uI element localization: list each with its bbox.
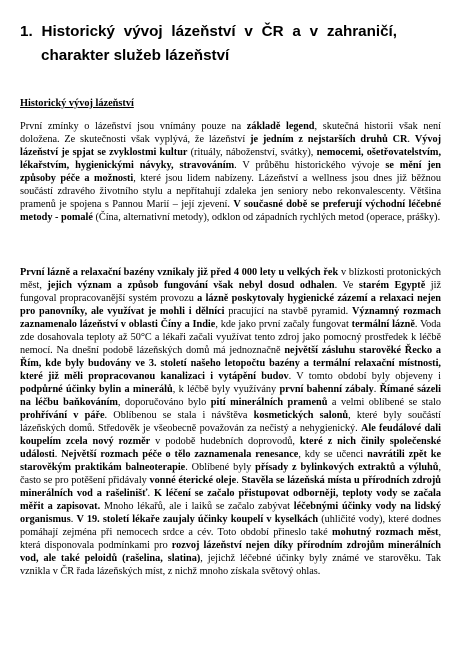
chapter-heading-line-2: charakter služeb lázeňství [41,47,230,64]
text-run: již fungoval propracovanější systém provozu [20,280,442,305]
text-run: . Oblíbené byly [185,462,256,474]
bold-text-run: starém Egyptě [358,280,426,292]
chapter-heading [20,20,440,68]
text-run: . [70,514,77,526]
bold-text-run: první bahenní zábaly [279,384,374,396]
text-run: (uhličité vody), které dodnes pomáhají zejména při nemocech srdce a cév. Toto období přineslo také [20,514,441,539]
text-run: . [147,488,154,500]
bold-text-run: Významný rozmach zaznamenalo lázeňství v oblasti Číny a Indie [20,306,441,331]
text-run: a velmi oblíbené se stalo [327,397,441,409]
text-run: v blízkosti protonických měst, [20,267,441,292]
chapter-heading-line-1: 1. Historický vývoj lázeňství v ČR a v zahraničí, [20,23,397,40]
bold-text-run: Římané sázeli na léčbu baňkováním [20,384,441,409]
bold-text-run: Největší rozmach péče o tělo zaznamenala renesance [61,449,299,461]
bold-text-run: navrátili zpět ke starověkým praktikám balneoterapie [20,449,442,474]
bold-text-run: V současné době se preferují východní léčebné metody - pomalé [20,199,442,224]
bold-text-run: (rašelina, slatina) [122,553,201,565]
text-run: , často se pro potěšení přidávaly [20,462,441,487]
text-run: , k léčbě byly využívány [172,384,280,396]
text-run: , jejichž léčebné účinky byly známé ve starověku. Tak vznikla v ČR řada lázeňských míst, z nichž mnoho získala světový ohlas. [20,553,442,578]
bold-text-run: Ale feudálové dali koupelím zcela nový rozměr [20,423,441,448]
bold-text-run: rozvoj lázeňství nejen díky přírodním zdrojům minerálních vod, ale také peloidů [20,540,442,565]
text-run: pracující na stavbě pyramid. [224,306,352,318]
bold-text-run: které z nich činily společenské události [20,436,441,461]
bold-text-run: První lázně a relaxační bazény vznikaly již před 4 000 lety u velkých řek [20,267,339,279]
bold-text-run: podpůrné účinky bylin a minerálů [20,384,173,396]
text-run: . Ve [334,280,359,292]
bold-text-run: a lázně poskytovaly hygienické zázemí a relaxaci nejen pro panovníky, ale využívat je mohli i dělníci [20,293,441,318]
bold-text-run: přísady z bylinkových extraktů a výluhů [255,462,439,474]
bold-text-run: Vývoj lázeňství je spjat se zvyklostmi kultur [20,134,442,159]
bold-text-run: mohutný rozmach měst [332,527,439,539]
bold-text-run: jejich význam a způsob fungování však nebyl dosud odhalen [47,280,335,292]
bold-text-run: pití minerálních pramenů [210,397,328,409]
paragraph-2 [20,266,441,578]
text-run: v podobě hudebních doprovodů, [150,436,300,448]
text-run: (Čína, alternativní metody), odklon od západních rychlých metod (operace, prášky). [92,212,441,224]
text-run: (rituály, náboženství, svátky), [187,147,317,159]
bold-text-run: K léčení se začalo přistupovat odborněji, teploty vody se začala měřit a zapisovat. [20,488,442,513]
text-run: , které byly součástí lázeňských domů. Středověk je všeobecně považován za nečistý a nehygienický. [20,410,442,435]
bold-text-run: kosmetických salonů [253,410,349,422]
text-run: , skutečná historii však není doložena. Ze skutečnosti však vyplývá, že lázeňství [20,121,441,146]
text-run: . [54,449,62,461]
text-run: . [407,134,415,146]
bold-text-run: Stavěla se lázeňská místa u přírodních zdrojů minerálních vod a rašelinišť [20,475,441,500]
text-run: První zmínky o lázeňství jsou vnímány pouze na [20,121,247,133]
text-run: Mnoho lékařů, ale i laiků se začalo zabývat [100,501,294,513]
text-run: . Oblíbenou se stala i návštěva [104,410,254,422]
bold-text-run: základě legend [246,121,315,133]
bold-text-run: léčebnými účinky vody na lidský organismus [20,501,442,526]
paragraph-1 [20,120,441,224]
text-run: . [236,475,242,487]
bold-text-run: prohřívání v páře [20,410,105,422]
bold-text-run: vonné éterické oleje [149,475,237,487]
text-run: . V tomto období byly objeveny i [288,371,441,383]
text-run: , doporučováno bylo [117,397,211,409]
bold-text-run: se mění jen způsoby péče a možnosti [20,160,442,185]
bold-text-run: V 19. století lékaře zaujaly účinky koupelí v kyselkách [76,514,319,526]
section-title: Historický vývoj lázeňství [20,98,134,109]
text-run: , která disponovala podmínkami pro [20,527,441,552]
text-run: , kde jako první začaly fungovat [215,319,352,331]
bold-text-run: termální lázně [351,319,415,331]
text-run: . V průběhu historického vývoje [234,160,386,172]
text-run: . [373,384,380,396]
bold-text-run: je jedním z nejstarších druhů CR [250,134,408,146]
text-run: . Voda zde dosahovala teploty až 50°C a lékaři začali využívat tento zdroj jako pomocný prostředek k léčbě nemocí. Na dnešní podobě lázeňských domů má jednoznačně [20,319,441,357]
text-run: , kdy se učenci [298,449,368,461]
text-run: , které jsou lidem nabízeny. Lázeňství a wellness jsou dnes již běžnou součástí zdravého životního stylu a nepřítahují zdaleka jen seniory nebo rekonvalescenty. Většina pramenů je spojena s Pannou Marií – její zjevení. [20,173,441,211]
bold-text-run: nemocemi, ošetřovatelstvím, lékařstvím, hygienickými návyky, stravováním [20,147,442,172]
bold-text-run: největší zásluhu starověké Řecko a Řím, kde byly budovány ve 3. století našeho letopočtu bazény a termální relaxační místnosti, které již měli propracovanou kanalizaci i vytápění budov [20,345,442,383]
